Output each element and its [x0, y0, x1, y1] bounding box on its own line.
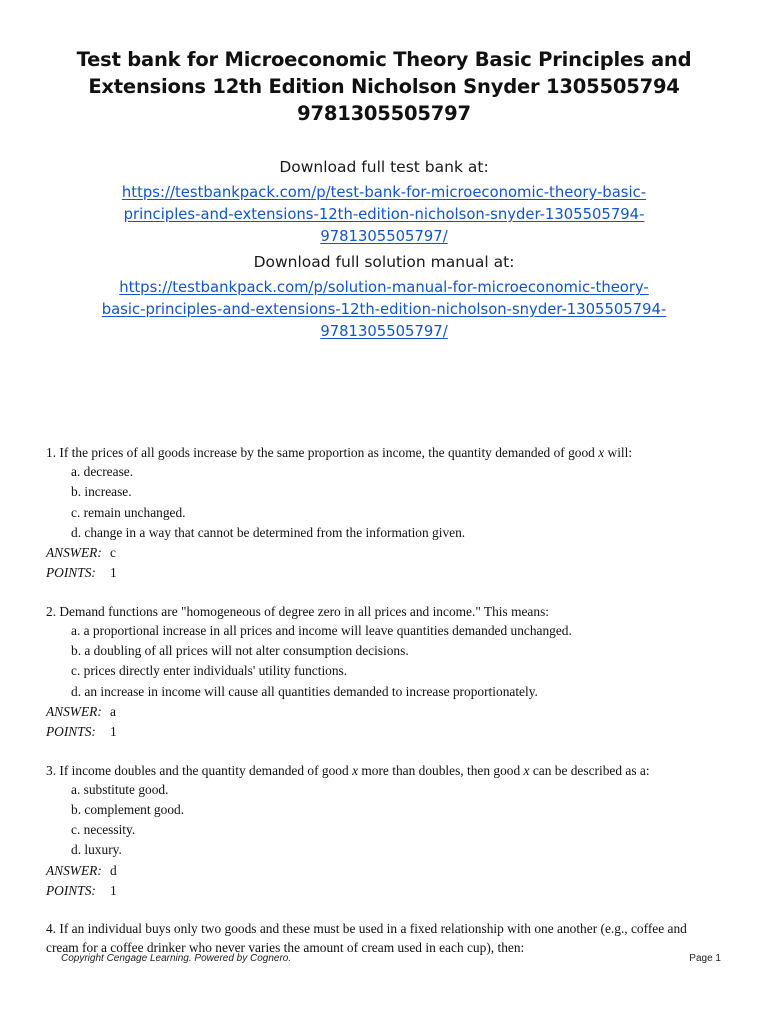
- question-stem: 4. If an individual buys only two goods and these must be used in a fixed relationship with one another (e.g., coffee and cream for a coffee drinker who never varies the amount of cream used in each cup), then:: [46, 921, 687, 956]
- answer-option: a. substitute good.: [71, 781, 169, 797]
- page-number: Page 1: [689, 953, 721, 964]
- copyright-notice: Copyright Cengage Learning. Powered by Cognero.: [61, 953, 292, 964]
- answer-option: c. remain unchanged.: [71, 504, 186, 520]
- points-value: 1: [110, 883, 117, 899]
- answer-row: [46, 702, 726, 722]
- answer-option: a. a proportional increase in all prices and income will leave quantities demanded unchanged.: [71, 622, 572, 638]
- answer-option: d. an increase in income will cause all quantities demanded to increase proportionately.: [71, 683, 538, 699]
- answer-value: c: [110, 545, 116, 561]
- points-label: POINTS:: [46, 883, 96, 899]
- answer-option: c. prices directly enter individuals' utility functions.: [71, 663, 348, 679]
- answer-option: c. necessity.: [71, 822, 136, 838]
- question-1: [46, 443, 726, 584]
- question-3: [46, 761, 726, 902]
- link-line: basic-principles-and-extensions-12th-edition-nicholson-snyder-1305505794-: [101, 301, 667, 318]
- answer-option: b. increase.: [71, 484, 132, 500]
- answer-label: ANSWER:: [46, 703, 102, 719]
- answer-option: a. decrease.: [71, 464, 134, 479]
- link-line: https://testbankpack.com/p/solution-manual-for-microeconomic-theory-: [119, 279, 649, 296]
- answer-option: b. complement good.: [71, 801, 185, 817]
- test-bank-download-link[interactable]: [40, 182, 728, 248]
- points-value: 1: [110, 565, 117, 581]
- answer-option: d. change in a way that cannot be determined from the information given.: [71, 524, 466, 540]
- question-stem: 2. Demand functions are "homogeneous of degree zero in all prices and income." This means:: [46, 603, 550, 619]
- link-line: https://testbankpack.com/p/test-bank-for-microeconomic-theory-basic-: [121, 184, 647, 201]
- solution-manual-download-label: Download full solution manual at:: [253, 253, 515, 271]
- document-title: [40, 46, 728, 127]
- title-line: 9781305505797: [297, 102, 471, 125]
- points-label: POINTS:: [46, 565, 96, 581]
- link-line: principles-and-extensions-12th-edition-nicholson-snyder-1305505794-: [123, 206, 645, 223]
- answer-row: [46, 861, 726, 881]
- answer-label: ANSWER:: [46, 545, 102, 561]
- title-line: Extensions 12th Edition Nicholson Snyder 1305505794: [88, 75, 680, 98]
- question-list: [46, 443, 726, 975]
- question-stem: 3. If income doubles and the quantity demanded of good x more than doubles, then good x can be described as a:: [46, 762, 650, 778]
- title-line: Test bank for Microeconomic Theory Basic Principles and: [76, 48, 692, 71]
- test-bank-download-label: Download full test bank at:: [279, 158, 489, 176]
- answer-row: [46, 543, 726, 563]
- link-line: 9781305505797/: [320, 228, 448, 245]
- points-row: [46, 881, 726, 901]
- points-label: POINTS:: [46, 724, 96, 740]
- answer-value: d: [110, 862, 117, 878]
- solution-manual-download-link[interactable]: [40, 277, 728, 343]
- points-value: 1: [110, 724, 117, 740]
- question-4: [46, 919, 726, 957]
- answer-option: b. a doubling of all prices will not alter consumption decisions.: [71, 643, 409, 659]
- question-2: [46, 602, 726, 743]
- link-line: 9781305505797/: [320, 323, 448, 340]
- answer-option: d. luxury.: [71, 842, 122, 858]
- document-header: [40, 46, 728, 343]
- question-stem: 1. If the prices of all goods increase by the same proportion as income, the quantity demanded of good x will:: [46, 445, 633, 460]
- answer-label: ANSWER:: [46, 862, 102, 878]
- points-row: [46, 563, 726, 583]
- points-row: [46, 722, 726, 742]
- answer-value: a: [110, 703, 116, 719]
